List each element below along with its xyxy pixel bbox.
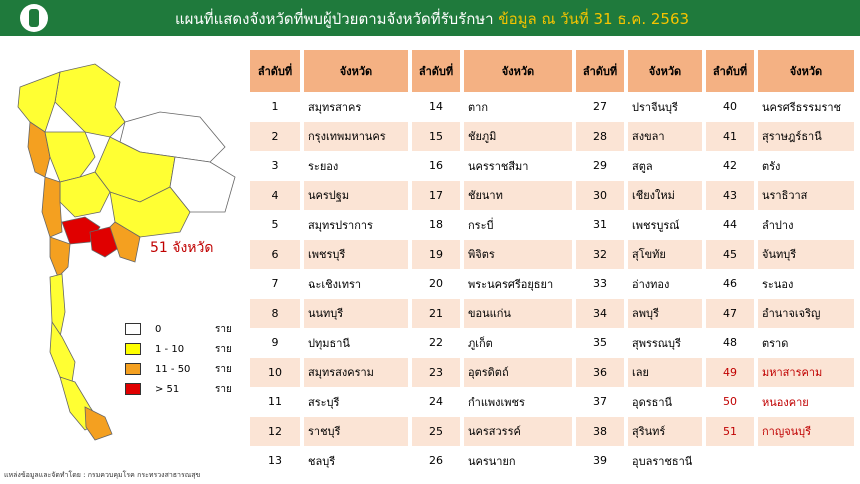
legend-swatch-mid bbox=[125, 363, 141, 375]
column-header: จังหวัด bbox=[462, 50, 574, 92]
table-row bbox=[250, 92, 856, 122]
legend-unit: ราย bbox=[215, 363, 232, 375]
province-cell: สุพรรณบุรี bbox=[626, 328, 704, 358]
province-cell: สมุทรปราการ bbox=[302, 210, 410, 240]
province-cell: นครราชสีมา bbox=[462, 151, 574, 181]
rank-cell: 39 bbox=[574, 446, 626, 476]
table-row bbox=[250, 299, 856, 329]
rank-cell: 3 bbox=[250, 151, 302, 181]
province-cell: สุโขทัย bbox=[626, 240, 704, 270]
province-cell: สตูล bbox=[626, 151, 704, 181]
table-row bbox=[250, 151, 856, 181]
table-row bbox=[250, 181, 856, 211]
table-row bbox=[250, 417, 856, 447]
column-header: จังหวัด bbox=[626, 50, 704, 92]
province-cell: เชียงใหม่ bbox=[626, 181, 704, 211]
rank-cell: 2 bbox=[250, 122, 302, 152]
table-row bbox=[250, 210, 856, 240]
province-cell: ลำปาง bbox=[756, 210, 856, 240]
legend-row bbox=[125, 379, 245, 399]
legend-swatch-low bbox=[125, 343, 141, 355]
province-cell bbox=[756, 446, 856, 476]
rank-cell: 40 bbox=[704, 92, 756, 122]
ministry-logo-icon bbox=[20, 4, 48, 32]
rank-cell: 47 bbox=[704, 299, 756, 329]
province-cell: เลย bbox=[626, 358, 704, 388]
province-cell: สระบุรี bbox=[302, 387, 410, 417]
province-cell: อุบลราชธานี bbox=[626, 446, 704, 476]
rank-cell: 24 bbox=[410, 387, 462, 417]
rank-cell: 19 bbox=[410, 240, 462, 270]
rank-cell: 46 bbox=[704, 269, 756, 299]
rank-cell: 5 bbox=[250, 210, 302, 240]
rank-cell: 29 bbox=[574, 151, 626, 181]
province-cell: สุรินทร์ bbox=[626, 417, 704, 447]
rank-cell: 9 bbox=[250, 328, 302, 358]
map-region-tak bbox=[28, 122, 50, 177]
rank-cell: 12 bbox=[250, 417, 302, 447]
rank-cell: 23 bbox=[410, 358, 462, 388]
rank-cell: 13 bbox=[250, 446, 302, 476]
province-cell: อำนาจเจริญ bbox=[756, 299, 856, 329]
map-region-deep-south bbox=[85, 407, 112, 440]
column-header: จังหวัด bbox=[302, 50, 410, 92]
rank-cell: 10 bbox=[250, 358, 302, 388]
legend-row bbox=[125, 319, 245, 339]
legend-label: > 51 bbox=[155, 383, 180, 395]
province-cell: ตาก bbox=[462, 92, 574, 122]
column-header: ลำดับที่ bbox=[410, 50, 462, 92]
table-row bbox=[250, 240, 856, 270]
province-cell: นครปฐม bbox=[302, 181, 410, 211]
legend-unit: ราย bbox=[215, 383, 232, 395]
rank-cell: 17 bbox=[410, 181, 462, 211]
legend-swatch-high bbox=[125, 383, 141, 395]
table-row bbox=[250, 358, 856, 388]
column-header: ลำดับที่ bbox=[704, 50, 756, 92]
province-cell: กำแพงเพชร bbox=[462, 387, 574, 417]
province-cell: ชัยภูมิ bbox=[462, 122, 574, 152]
province-cell: สมุทรสงคราม bbox=[302, 358, 410, 388]
rank-cell: 15 bbox=[410, 122, 462, 152]
province-cell: ตรัง bbox=[756, 151, 856, 181]
table-header-row bbox=[250, 50, 856, 92]
legend-row bbox=[125, 359, 245, 379]
map-region-southwest bbox=[50, 237, 70, 277]
rank-cell: 21 bbox=[410, 299, 462, 329]
rank-cell: 22 bbox=[410, 328, 462, 358]
map-region-north bbox=[55, 64, 125, 137]
rank-cell: 36 bbox=[574, 358, 626, 388]
legend-label: 0 bbox=[155, 323, 162, 335]
rank-cell: 37 bbox=[574, 387, 626, 417]
rank-cell: 49 bbox=[704, 358, 756, 388]
province-cell: พระนครศรีอยุธยา bbox=[462, 269, 574, 299]
province-cell: ขอนแก่น bbox=[462, 299, 574, 329]
province-cell: สมุทรสาคร bbox=[302, 92, 410, 122]
rank-cell: 14 bbox=[410, 92, 462, 122]
legend-label: 1 - 10 bbox=[155, 343, 185, 355]
province-cell: กรุงเทพมหานคร bbox=[302, 122, 410, 152]
rank-cell: 50 bbox=[704, 387, 756, 417]
province-cell: ชลบุรี bbox=[302, 446, 410, 476]
province-cell: ระนอง bbox=[756, 269, 856, 299]
column-header: จังหวัด bbox=[756, 50, 856, 92]
province-cell: อ่างทอง bbox=[626, 269, 704, 299]
province-cell: นครนายก bbox=[462, 446, 574, 476]
province-cell: หนองคาย bbox=[756, 387, 856, 417]
province-cell: นครสวรรค์ bbox=[462, 417, 574, 447]
province-cell: กาญจนบุรี bbox=[756, 417, 856, 447]
province-cell: อุตรดิตถ์ bbox=[462, 358, 574, 388]
rank-cell: 35 bbox=[574, 328, 626, 358]
column-header: ลำดับที่ bbox=[250, 50, 302, 92]
rank-cell: 42 bbox=[704, 151, 756, 181]
table-body bbox=[250, 92, 856, 476]
province-cell: ภูเก็ต bbox=[462, 328, 574, 358]
rank-cell: 27 bbox=[574, 92, 626, 122]
rank-cell: 41 bbox=[704, 122, 756, 152]
table-row bbox=[250, 328, 856, 358]
province-cell: กระบี่ bbox=[462, 210, 574, 240]
legend-unit: ราย bbox=[215, 343, 232, 355]
province-cell: นครศรีธรรมราช bbox=[756, 92, 856, 122]
province-cell: สุราษฎร์ธานี bbox=[756, 122, 856, 152]
title-date: ข้อมูล ณ วันที่ 31 ธ.ค. 2563 bbox=[498, 10, 690, 28]
column-header: ลำดับที่ bbox=[574, 50, 626, 92]
province-cell: ฉะเชิงเทรา bbox=[302, 269, 410, 299]
map-legend bbox=[125, 319, 245, 399]
province-cell: นราธิวาส bbox=[756, 181, 856, 211]
table-row bbox=[250, 269, 856, 299]
province-cell: ตราด bbox=[756, 328, 856, 358]
rank-cell: 16 bbox=[410, 151, 462, 181]
rank-cell: 44 bbox=[704, 210, 756, 240]
source-footer: แหล่งข้อมูลและจัดทำโดย : กรมควบคุมโรค กระทรวงสาธารณสุข bbox=[4, 471, 201, 479]
header-bar bbox=[0, 0, 860, 36]
rank-cell: 32 bbox=[574, 240, 626, 270]
rank-cell bbox=[704, 446, 756, 476]
rank-cell: 43 bbox=[704, 181, 756, 211]
province-table bbox=[250, 50, 858, 476]
rank-cell: 20 bbox=[410, 269, 462, 299]
rank-cell: 28 bbox=[574, 122, 626, 152]
table-row bbox=[250, 446, 856, 476]
rank-cell: 34 bbox=[574, 299, 626, 329]
map-region-north-west bbox=[18, 72, 60, 132]
legend-row bbox=[125, 339, 245, 359]
rank-cell: 48 bbox=[704, 328, 756, 358]
rank-cell: 33 bbox=[574, 269, 626, 299]
rank-cell: 25 bbox=[410, 417, 462, 447]
province-cell: ชัยนาท bbox=[462, 181, 574, 211]
province-cell: จันทบุรี bbox=[756, 240, 856, 270]
rank-cell: 11 bbox=[250, 387, 302, 417]
province-cell: สงขลา bbox=[626, 122, 704, 152]
table-row bbox=[250, 122, 856, 152]
province-cell: มหาสารคาม bbox=[756, 358, 856, 388]
province-cell: อุดรธานี bbox=[626, 387, 704, 417]
rank-cell: 26 bbox=[410, 446, 462, 476]
legend-unit: ราย bbox=[215, 323, 232, 335]
legend-label: 11 - 50 bbox=[155, 363, 191, 375]
province-cell: พิจิตร bbox=[462, 240, 574, 270]
province-cell: ลพบุรี bbox=[626, 299, 704, 329]
rank-cell: 51 bbox=[704, 417, 756, 447]
map-region-south-mid bbox=[50, 322, 75, 382]
province-cell: นนทบุรี bbox=[302, 299, 410, 329]
page-title bbox=[175, 7, 689, 31]
table-row bbox=[250, 387, 856, 417]
rank-cell: 45 bbox=[704, 240, 756, 270]
rank-cell: 7 bbox=[250, 269, 302, 299]
province-cell: เพชรบุรี bbox=[302, 240, 410, 270]
province-cell: ปทุมธานี bbox=[302, 328, 410, 358]
rank-cell: 31 bbox=[574, 210, 626, 240]
rank-cell: 38 bbox=[574, 417, 626, 447]
province-count-label: 51 จังหวัด bbox=[150, 240, 214, 256]
rank-cell: 8 bbox=[250, 299, 302, 329]
rank-cell: 18 bbox=[410, 210, 462, 240]
rank-cell: 6 bbox=[250, 240, 302, 270]
province-cell: เพชรบูรณ์ bbox=[626, 210, 704, 240]
legend-swatch-none bbox=[125, 323, 141, 335]
title-main: แผนที่แสดงจังหวัดที่พบผู้ป่วยตามจังหวัดที่รับรักษา bbox=[175, 10, 494, 28]
rank-cell: 4 bbox=[250, 181, 302, 211]
rank-cell: 30 bbox=[574, 181, 626, 211]
map-region-west bbox=[42, 177, 62, 237]
rank-cell: 1 bbox=[250, 92, 302, 122]
thailand-map bbox=[0, 62, 240, 462]
province-cell: ราชบุรี bbox=[302, 417, 410, 447]
province-cell: ระยอง bbox=[302, 151, 410, 181]
province-cell: ปราจีนบุรี bbox=[626, 92, 704, 122]
